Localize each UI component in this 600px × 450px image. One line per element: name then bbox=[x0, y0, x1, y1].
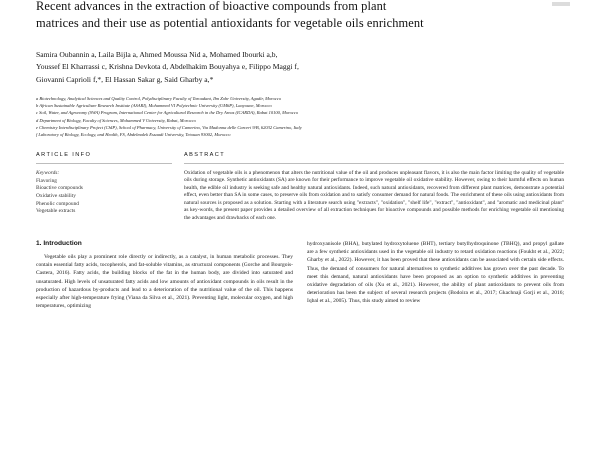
title-line-3: oils enrichment bbox=[345, 16, 424, 30]
keyword-item: Vegetable extracts bbox=[36, 208, 76, 215]
body-columns bbox=[0, 240, 600, 310]
body-paragraph: hydroxyanisole (BHA), butylated hydroxytoluene (BHT), tertiary butylhydroquinone (TBHQ), and propyl gallate are a few synthetic antioxidants used in the vegetable oil industry to retard oxidation reactions (Foukht et al., 2022; Gharby et al., 2022). However, it has been proved that these antioxidants can be associated with certain side effects. Thus, the demand of consumers for natural alternatives to synthetic additives has grown over the past decade. To meet this demand, natural antioxidants have been proposed as an option to synthetic additives in preventing oxidative degradation of oils (Xu et al., 2021). However, the ability of plant antioxidants to prevent oils from deterioration has been the subject of several research projects (Bodoira et al., 2017; Gkachnaji Gorji et al., 2016; Iqbal et al., 2005). Thus, this study aimed to review bbox=[307, 241, 564, 304]
affiliations bbox=[0, 95, 600, 138]
keyword-item: Oxidative stability bbox=[36, 192, 76, 199]
keyword-item: Flavoring bbox=[36, 177, 57, 184]
keyword-item: Phenolic compound bbox=[36, 200, 79, 207]
page-title bbox=[36, 0, 556, 32]
affiliation-e: e Chemistry Interdisciplinary Project (ChIP), School of Pharmacy, University of Camerino, Via Madonna delle Carceri 9/B, 62032 Camerino, Italy bbox=[36, 124, 302, 130]
section-heading-introduction: 1. Introduction bbox=[36, 240, 82, 248]
title-line-2: matrices and their use as potential antioxidants for vegetable bbox=[36, 16, 343, 30]
article-info-column bbox=[36, 152, 184, 223]
body-column-left bbox=[36, 240, 293, 310]
body-paragraph: Vegetable oils play a prominent role directly or indirectly, as a catalyst, in human metabolic processes. They contain essential fatty acids, tocopherols, and fat-soluble vitamins, as structural components (Gorche and Bourgois-Castera, 2016). Fatty acids, the building blocks of the fat in the human body, are divided into saturated and unsaturated. High levels of unsaturated fatty acids and low amounts of antioxidant compounds in oils result in the production of hazardous by-products and lead to a deterioration of the nutritional value of the oil. This happens especially after high-temperature frying (Viana da Silva et al., 2021). Preventing light, molecular oxygen, and high temperatures, optimizing bbox=[36, 254, 293, 309]
abstract-column bbox=[184, 152, 564, 223]
keywords-label: Keywords: bbox=[36, 169, 60, 176]
author-list bbox=[0, 49, 600, 86]
keyword-item: Bioactive compounds bbox=[36, 185, 83, 192]
affiliation-f: f Laboratory of Biology, Ecology, and Health, FS, Abdelmalek Essaadi University, Tetouan 93002, Morocco bbox=[36, 131, 231, 137]
affiliation-c: c Soil, Water, and Agronomy (SWA) Program, International Center for Agricultural Research in the Dry Areas (ICARDA), Rabat 10100, Morocco bbox=[36, 110, 299, 116]
header-mark bbox=[552, 2, 570, 6]
abstract-divider bbox=[184, 163, 564, 164]
author-line-2: Youssef El Kharrassi c, Krishna Devkota d, Abdelhakim Bouyahya e, Filippo Maggi f, bbox=[36, 62, 299, 72]
abstract-heading: ABSTRACT bbox=[184, 151, 226, 158]
author-line-1: Samira Oubannin a, Laila Bijla a, Ahmed Moussa Nid a, Mohamed Ibourki a,b, bbox=[36, 50, 278, 59]
title-block bbox=[0, 0, 600, 32]
article-info-divider bbox=[36, 163, 172, 164]
keywords-list bbox=[36, 178, 172, 216]
title-line-1: Recent advances in the extraction of bioactive compounds from plant bbox=[36, 0, 387, 13]
article-info-heading: ARTICLE INFO bbox=[36, 151, 92, 158]
affiliation-b: b African Sustainable Agriculture Research Institute (ASARI), Mohammed VI Polytechnic University (UM6P), Laayoune, Morocco bbox=[36, 103, 272, 109]
affiliation-d: d Department of Biology, Faculty of Sciences, Mohammed V University, Rabat, Morocco bbox=[36, 117, 196, 123]
body-column-right bbox=[307, 240, 564, 310]
affiliation-a: a Biotechnology, Analytical Sciences and Quality Control, Polydisciplinary Faculty of Taroudant, Ibn Zohr University, Agadir, Morocco bbox=[36, 96, 282, 102]
article-info-abstract-block bbox=[0, 152, 600, 223]
author-line-3: Giovanni Caprioli f,*, El Hassan Sakar g, Said Gharby a,* bbox=[36, 74, 214, 84]
abstract-text: Oxidation of vegetable oils is a phenomenon that alters the nutritional value of the oil and produces unpleasant flavors, it is also the main factor limiting the quality of vegetable oils during storage. Synthetic antioxidants (SA) are known for their performance to improve vegetable oil oxidative stability. However, owing to their harmful effects on human health, the edible oil industry is seeking safe and healthy natural antioxidants. Indeed, such natural antioxidants, recovered from different plant matrices, demonstrate a potential effect, even better than SA in some cases, to preserve oils from oxidation and to satisfy consumer demand for natural foods. The enrichment of these oils using antioxidants from natural sources is proposed as a solution. Starting with a literature search using "extracts", "oxidation", "shelf life", "extract", "antioxidant", and "aromatic and medicinal plant" as key-words, the present paper provides a detailed overview of all extraction techniques for bioactive compounds and possible methods for enriching vegetable oil mentioning the advantages and drawbacks of each one. bbox=[184, 169, 564, 221]
